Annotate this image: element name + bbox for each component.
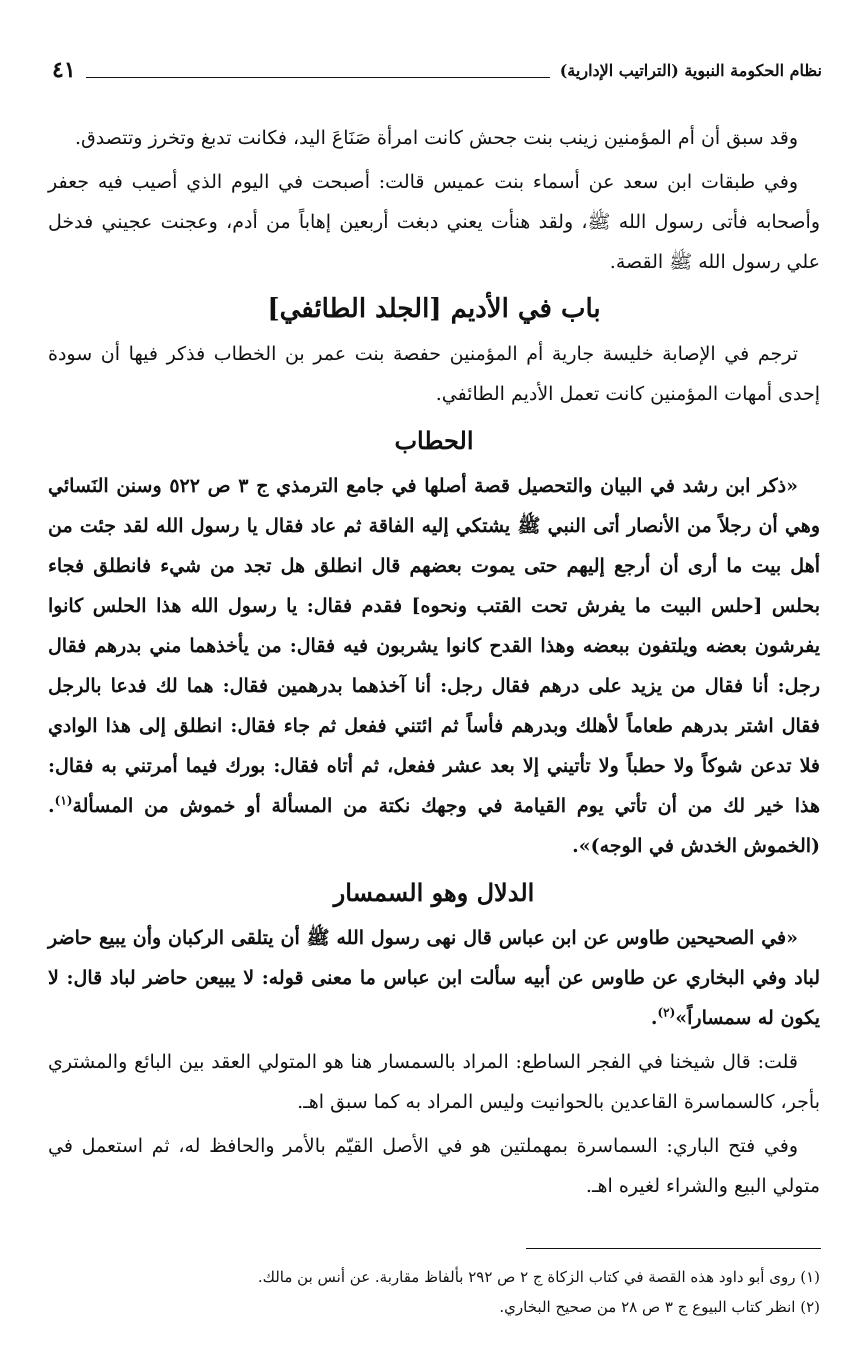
sahihain-end: . bbox=[650, 1007, 658, 1029]
footnote-separator bbox=[526, 1248, 821, 1249]
header-rule bbox=[86, 77, 550, 78]
running-title: نظام الحكومة النبوية (التراتيب الإدارية) bbox=[559, 60, 822, 80]
footnote-2: (٢) انظر كتاب البيوع ج ٣ ص ٢٨ من صحيح البخاري. bbox=[499, 1298, 820, 1316]
paragraph-khulaisa: ترجم في الإصابة خليسة جارية أم المؤمنين حفصة بنت عمر بن الخطاب فذكر فيها أن سودة إحدى أمهات المؤمنين كانت تعمل الأديم الطائفي. bbox=[48, 343, 820, 405]
heading-hattab: الحطاب bbox=[394, 426, 474, 455]
paragraph-zainab: وقد سبق أن أم المؤمنين زينب بنت جحش كانت امرأة صَنَاعَ اليد، فكانت تدبغ وتخرز وتتصدق. bbox=[75, 127, 798, 149]
paragraph-asma: وفي طبقات ابن سعد عن أسماء بنت عميس قالت: أصبحت في اليوم الذي أصيب فيه جعفر وأصحابه فأتى رسول الله ﷺ، ولقد هنأت يعني دبغت أربعين إهاباً من أدم، وعجنت عجيني فدخل علي رسول الله ﷺ القصة. bbox=[48, 171, 820, 273]
hattab-story-text: «ذكر ابن رشد في البيان والتحصيل قصة أصلها في جامع الترمذي ج ٣ ص ٥٢٢ وسنن النَسائي وهي أن رجلاً من الأنصار أتى النبي ﷺ يشتكي إليه الفاقة ثم عاد فقال يا رسول الله لقد جئت من أهل بيت ما أرى أن أرجع إليهم حتى يموت بعضهم قال انطلق هل تجد من شيء فانطلق فجاء بحلس [حلس البيت ما يفرش تحت القتب ونحوه] فقدم فقال: يا رسول الله هذا الحلس كانوا يفرشون بعضه ويلتفون ببعضه وهذا القدح كانوا يشربون فيه فقال: من يأخذهما مني بدرهم فقال رجل: أنا فقال من يزيد على درهم فقال رجل: أنا آخذهما بدرهمين فقال: هما لك فدعا بالرجل فقال اشتر بدرهم طعاماً لأهلك وبدرهم فأساً ثم ائتني ففعل ثم جاء فقال: انطلق إلى هذا الوادي فلا تدعن شوكاً ولا حطباً ولا تأتيني إلا بعد عشر ففعل، ثم أتاه فقال: بورك فيما أمرتني به فقال: هذا خير لك من أن تأتي يوم القيامة في وجهك نكتة من المسألة أو خموش من المسألة bbox=[48, 475, 820, 817]
paragraph-fajr-sati: قلت: قال شيخنا في الفجر الساطع: المراد بالسمسار هنا هو المتولي العقد بين البائع والمشتري بأجر، كالسماسرة القاعدين بالحوانيت وليس المراد به كما سبق اهـ. bbox=[48, 1051, 820, 1113]
page-body bbox=[48, 118, 820, 1210]
hattab-story-end: . (الخموش الخدش في الوجه)». bbox=[48, 795, 820, 857]
sahihain-text: «في الصحيحين طاوس عن ابن عباس قال نهى رسول الله ﷺ أن يتلقى الركبان وأن يبيع حاضر لباد وفي البخاري عن طاوس عن أبيه سألت ابن عباس ما معنى قوله: لا يبيعن حاضر لباد قال: لا يكون له سمساراً» bbox=[48, 927, 820, 1029]
page-number: ٤١ bbox=[52, 57, 76, 83]
paragraph-hattab-story bbox=[48, 466, 820, 866]
heading-adeem: باب في الأديم [الجلد الطائفي] bbox=[267, 294, 601, 324]
footnote-ref-1[interactable]: (١) bbox=[54, 793, 73, 808]
heading-dallal: الدلال وهو السمسار bbox=[333, 878, 535, 907]
footnotes bbox=[48, 1262, 820, 1322]
page-header bbox=[52, 50, 822, 90]
paragraph-sahihain bbox=[48, 918, 820, 1038]
footnote-1: (١) روى أبو داود هذه القصة في كتاب الزكاة ج ٢ ص ٢٩٢ بألفاظ مقاربة. عن أنس بن مالك. bbox=[257, 1268, 820, 1286]
footnote-ref-2[interactable]: (٢) bbox=[657, 1005, 676, 1020]
paragraph-fath-albari: وفي فتح الباري: السماسرة بمهملتين هو في الأصل القيّم بالأمر والحافظ له، ثم استعمل في متولي البيع والشراء لغيره اهـ. bbox=[48, 1135, 820, 1197]
